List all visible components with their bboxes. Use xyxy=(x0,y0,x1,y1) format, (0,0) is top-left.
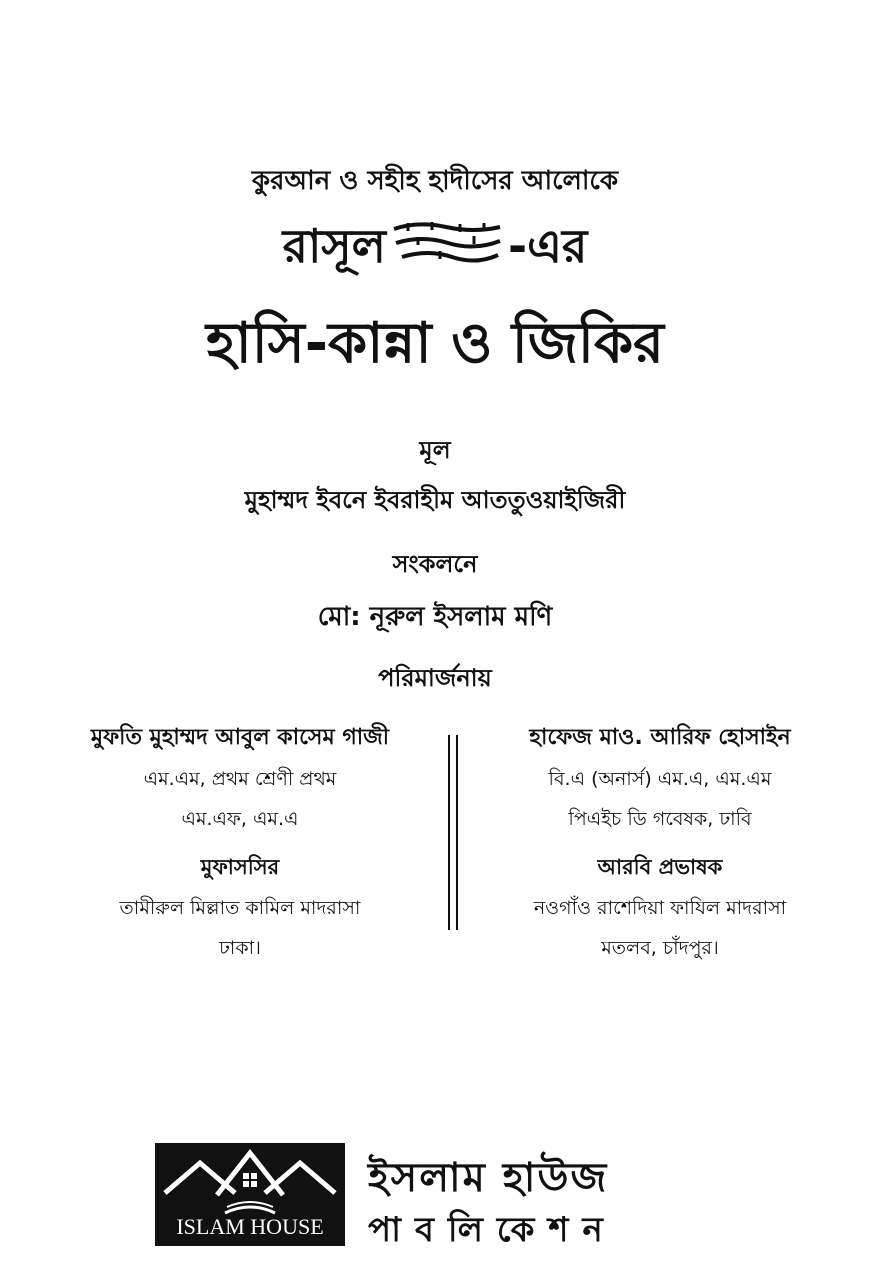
revision-label: পরিমার্জনায় xyxy=(378,664,492,692)
reviewer-left-institution: তামীরুল মিল্লাত কামিল মাদরাসা xyxy=(119,897,361,919)
reviewer-left-degree1: এম.এম, প্রথম শ্রেণী প্রথম xyxy=(143,768,337,790)
reviewer-left-name: মুফতি মুহাম্মদ আবুল কাসেম গাজী xyxy=(90,725,390,750)
reviewer-right-role: আরবি প্রভাষক xyxy=(597,855,723,879)
title-part-rasul: রাসূল xyxy=(282,219,386,273)
original-label: মূল xyxy=(419,436,451,464)
publisher-logo xyxy=(155,1143,345,1246)
compiler-name: মো: নূরুল ইসলাম মণি xyxy=(317,602,553,632)
reviewer-right-degree2: পিএইচ ডি গবেষক, ঢাবি xyxy=(568,808,752,830)
publisher-name-line1: ইসলাম হাউজ xyxy=(368,1155,609,1201)
reviewer-right-degree1: বি.এ (অনার্স) এম.এ, এম.এম xyxy=(548,768,772,790)
reviewer-left-degree2: এম.এফ, এম.এ xyxy=(181,808,299,830)
reviewer-right xyxy=(480,720,840,966)
reviewer-right-institution: নওগাঁও রাশেদিয়া ফাযিল মাদরাসা xyxy=(533,897,787,919)
original-author: মুহাম্মদ ইবনে ইবরাহীম আততুওয়াইজিরী xyxy=(244,486,626,514)
title-part-er: -এর xyxy=(507,219,588,273)
honorific-calligraphy xyxy=(388,219,506,269)
reviewer-left-role: মুফাসসির xyxy=(200,855,280,879)
reviewer-right-name: হাফেজ মাও. আরিফ হোসাইন xyxy=(529,725,791,750)
reviewer-left-location: ঢাকা। xyxy=(219,937,261,959)
book-title-line2: হাসি-কান্না ও জিকির xyxy=(206,311,664,376)
reviewer-left xyxy=(40,720,440,966)
column-divider-right xyxy=(456,735,458,930)
publisher-logo-text: ISLAM HOUSE xyxy=(176,1214,324,1239)
book-title-line1 xyxy=(0,212,870,288)
reviewer-right-location: মতলব, চাঁদপুর। xyxy=(601,937,719,959)
publisher-name-line2: পাবলিকেশন xyxy=(368,1210,617,1250)
compilation-label: সংকলনে xyxy=(392,550,478,578)
book-subtitle: কুরআন ও সহীহ হাদীসের আলোকে xyxy=(251,166,619,196)
column-divider-left xyxy=(448,735,450,930)
